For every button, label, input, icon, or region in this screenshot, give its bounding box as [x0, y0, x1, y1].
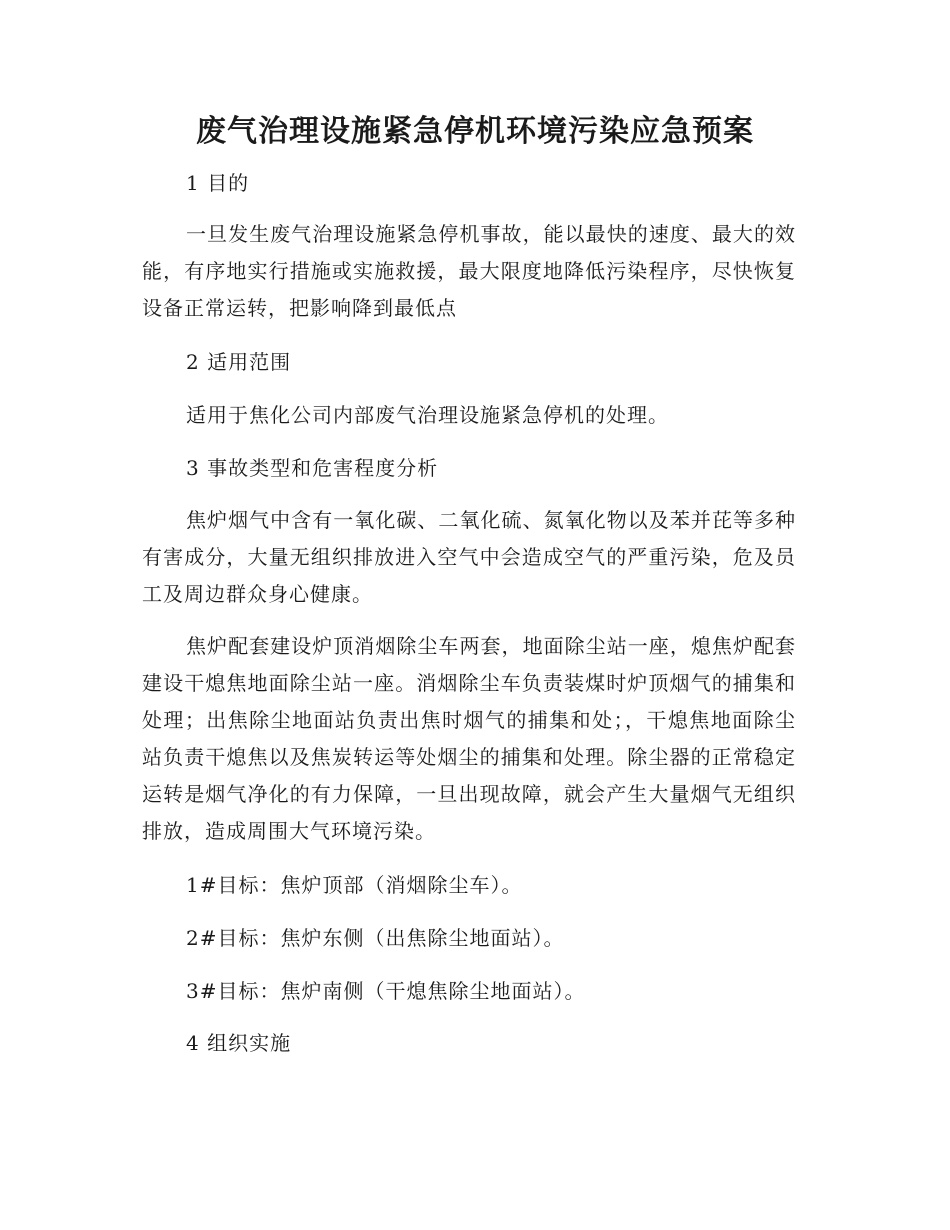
target-3: 3#目标：焦炉南侧（干熄焦除尘地面站）。 [186, 979, 586, 1003]
target-2: 2#目标：焦炉东侧（出焦除尘地面站）。 [186, 926, 565, 950]
target-1: 1#目标：焦炉顶部（消烟除尘车）。 [186, 873, 523, 897]
section-1-paragraph: 一旦发生废气治理设施紧急停机事故，能以最快的速度、最大的效能，有序地实行措施或实施救援，最大限度地降低污染程序，尽快恢复设备正常运转，把影响降到最低点 [142, 222, 796, 320]
section-3-paragraph-2: 焦炉配套建设炉顶消烟除尘车两套，地面除尘站一座，熄焦炉配套建设干熄焦地面除尘站一座。消烟除尘车负责装煤时炉顶烟气的捕集和处理；出焦除尘地面站负责出焦时烟气的捕集和处；，干熄焦地面除尘站负责干熄焦以及焦炭转运等处烟尘的捕集和处理。除尘器的正常稳定运转是烟气净化的有力保障，一旦出现故障，就会产生大量烟气无组织排放，造成周围大气环境污染。 [142, 634, 796, 843]
section-2-heading: 2 适用范围 [186, 350, 292, 374]
section-3-paragraph-1: 焦炉烟气中含有一氧化碳、二氧化硫、氮氧化物以及苯并芘等多种有害成分，大量无组织排放进入空气中会造成空气的严重污染，危及员工及周边群众身心健康。 [142, 508, 796, 606]
section-2-paragraph: 适用于焦化公司内部废气治理设施紧急停机的处理。 [186, 403, 669, 427]
section-1-heading: 1 目的 [186, 171, 250, 195]
section-4-heading: 4 组织实施 [186, 1031, 292, 1055]
section-3-heading: 3 事故类型和危害程度分析 [186, 456, 439, 480]
document-title: 废气治理设施紧急停机环境污染应急预案 [196, 114, 754, 149]
